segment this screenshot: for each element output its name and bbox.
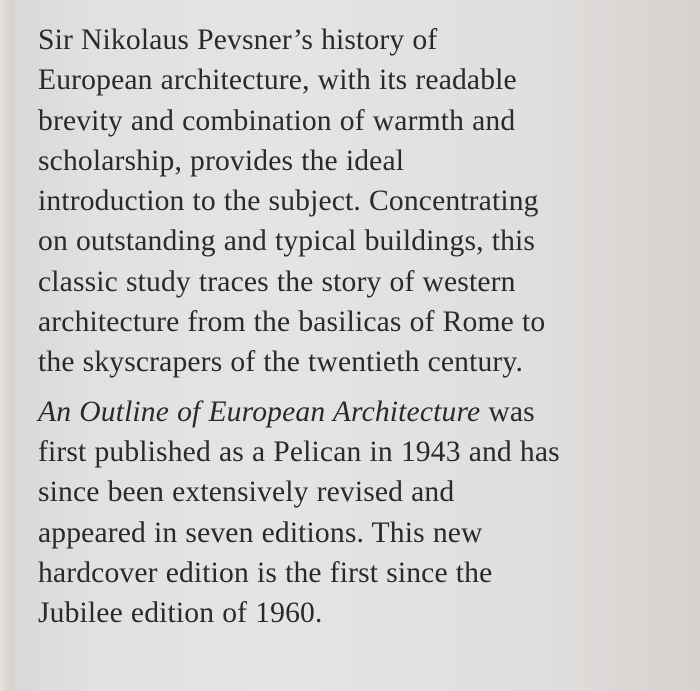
text-line: classic study traces the story of western xyxy=(38,265,516,298)
text-line: architecture from the basilicas of Rome to xyxy=(38,306,546,339)
text-line: European architecture, with its readable xyxy=(38,64,517,97)
paragraph-2 xyxy=(38,392,688,634)
text-line: first published as a Pelican in 1943 and has xyxy=(38,435,560,468)
text-line: scholarship, provides the ideal xyxy=(38,144,405,177)
text-line: Sir Nikolaus Pevsner’s history of xyxy=(38,24,438,56)
text-line: on outstanding and typical buildings, this xyxy=(38,225,536,258)
text-line: introduction to the subject. Concentrating xyxy=(38,185,539,218)
text-line: appeared in seven editions. This new xyxy=(38,516,483,549)
blurb-text xyxy=(38,20,688,633)
text-line xyxy=(38,392,688,432)
text-fragment: was xyxy=(480,395,535,428)
text-line: brevity and combination of warmth and xyxy=(38,104,516,137)
paragraph-1 xyxy=(38,20,688,383)
book-title: An Outline of European Architecture xyxy=(38,395,481,428)
text-line: since been extensively revised and xyxy=(38,476,455,509)
text-line: hardcover edition is the first since the xyxy=(38,556,493,589)
text-line: Jubilee edition of 1960. xyxy=(38,597,323,630)
text-line: the skyscrapers of the twentieth century. xyxy=(38,346,523,379)
